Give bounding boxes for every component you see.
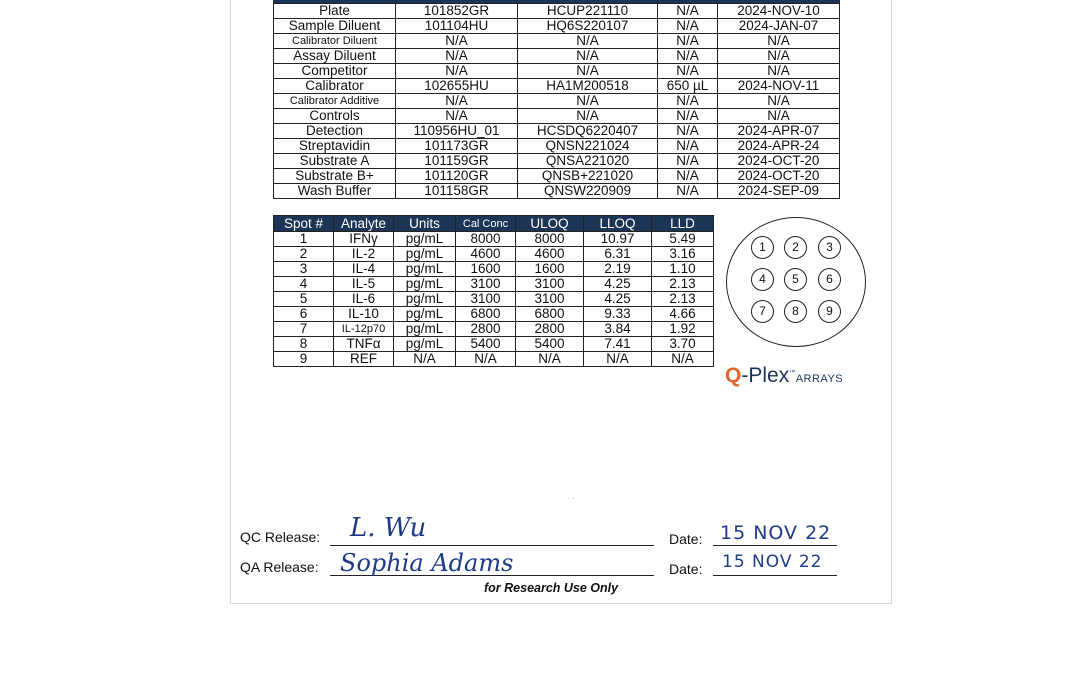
analyte-uloq: 6800	[516, 307, 584, 322]
qc-release-label: QC Release:	[240, 529, 321, 545]
reagent-name: Streptavidin	[274, 139, 396, 154]
analyte-units: pg/mL	[394, 307, 456, 322]
analyte-cal: 6800	[456, 307, 516, 322]
analyte-lloq: 4.25	[584, 292, 652, 307]
reagent-row	[274, 184, 840, 199]
analyte-uloq: 8000	[516, 232, 584, 247]
qc-date-label: Date:	[669, 531, 703, 547]
reagent-lot: N/A	[518, 64, 658, 79]
analyte-cal: 5400	[456, 337, 516, 352]
reagent-name: Calibrator	[274, 79, 396, 94]
reagent-name: Plate	[274, 4, 396, 19]
analyte-lloq: 9.33	[584, 307, 652, 322]
reagent-row	[274, 109, 840, 124]
analyte-lld: N/A	[652, 352, 714, 367]
reagent-lot: HCUP221110	[518, 4, 658, 19]
reagent-exp: 2024-JAN-07	[718, 19, 840, 34]
analyte-analyte: IL-4	[334, 262, 394, 277]
analyte-spot: 1	[274, 232, 334, 247]
reagent-name: Calibrator Diluent	[274, 34, 396, 49]
reagent-exp: N/A	[718, 94, 840, 109]
reagent-exp: N/A	[718, 34, 840, 49]
qplex-logo: Q-Plex™ARRAYS	[725, 364, 844, 387]
reagent-row	[274, 19, 840, 34]
header-spot: Spot #	[274, 216, 334, 232]
analyte-units: pg/mL	[394, 232, 456, 247]
analyte-lloq: 2.19	[584, 262, 652, 277]
reagent-row	[274, 79, 840, 94]
array-spot: 5	[784, 268, 807, 291]
reagent-lot: N/A	[518, 34, 658, 49]
reagent-lot: QNSN221024	[518, 139, 658, 154]
analyte-row	[274, 262, 714, 277]
reagent-row	[274, 154, 840, 169]
analyte-units: pg/mL	[394, 337, 456, 352]
reagent-exp: 2024-NOV-10	[718, 4, 840, 19]
reagent-lot: HQ6S220107	[518, 19, 658, 34]
reagent-row	[274, 94, 840, 109]
reagent-part: N/A	[396, 109, 518, 124]
analyte-lloq: 4.25	[584, 277, 652, 292]
reagent-volume: N/A	[658, 139, 718, 154]
analyte-row	[274, 232, 714, 247]
qa-date: 15 NOV 22	[722, 552, 823, 572]
analyte-analyte: IL-6	[334, 292, 394, 307]
analyte-row	[274, 337, 714, 352]
analyte-row	[274, 307, 714, 322]
reagent-volume: N/A	[658, 49, 718, 64]
analyte-units: pg/mL	[394, 247, 456, 262]
analyte-analyte: IL-2	[334, 247, 394, 262]
array-spot: 4	[751, 268, 774, 291]
reagent-part: 101173GR	[396, 139, 518, 154]
analyte-lloq: 6.31	[584, 247, 652, 262]
reagent-exp: 2024-OCT-20	[718, 154, 840, 169]
reagent-volume: N/A	[658, 34, 718, 49]
header-uloq: ULOQ	[516, 216, 584, 232]
analyte-cal: 8000	[456, 232, 516, 247]
reagent-part: 101158GR	[396, 184, 518, 199]
reagent-name: Sample Diluent	[274, 19, 396, 34]
analyte-units: pg/mL	[394, 277, 456, 292]
header-units: Units	[394, 216, 456, 232]
analyte-cal: 3100	[456, 277, 516, 292]
reagent-volume: 650 µL	[658, 79, 718, 94]
reagent-part: 101120GR	[396, 169, 518, 184]
analyte-analyte: IL-12p70	[334, 322, 394, 337]
analyte-analyte: TNFα	[334, 337, 394, 352]
scan-speck: ˙ ˙	[567, 497, 576, 507]
reagent-name: Assay Diluent	[274, 49, 396, 64]
header-lloq: LLOQ	[584, 216, 652, 232]
header-cal-conc: Cal Conc	[456, 216, 516, 232]
reagent-name: Competitor	[274, 64, 396, 79]
analyte-lld: 1.92	[652, 322, 714, 337]
reagent-name: Substrate A	[274, 154, 396, 169]
reagent-row	[274, 64, 840, 79]
array-spot: 2	[784, 236, 807, 259]
analyte-row	[274, 322, 714, 337]
reagent-volume: N/A	[658, 109, 718, 124]
analyte-lloq: 7.41	[584, 337, 652, 352]
analyte-units: pg/mL	[394, 292, 456, 307]
reagent-row	[274, 124, 840, 139]
reagent-volume: N/A	[658, 94, 718, 109]
analyte-units: pg/mL	[394, 322, 456, 337]
analyte-uloq: 3100	[516, 292, 584, 307]
qa-date-line	[713, 575, 837, 576]
analyte-lld: 2.13	[652, 292, 714, 307]
qc-date-line	[713, 545, 837, 546]
analyte-spot: 9	[274, 352, 334, 367]
analyte-uloq: 3100	[516, 277, 584, 292]
reagent-exp: N/A	[718, 49, 840, 64]
reagent-lot: HCSDQ6220407	[518, 124, 658, 139]
analyte-cal: 1600	[456, 262, 516, 277]
research-use-footer: for Research Use Only	[484, 581, 619, 595]
reagent-name: Controls	[274, 109, 396, 124]
reagent-part: 101159GR	[396, 154, 518, 169]
array-spot: 3	[818, 236, 841, 259]
analyte-lld: 1.10	[652, 262, 714, 277]
reagent-name: Calibrator Additive	[274, 94, 396, 109]
qc-signature-line	[330, 545, 654, 546]
array-spot: 8	[784, 300, 807, 323]
reagent-lot: N/A	[518, 94, 658, 109]
reagent-lot: N/A	[518, 109, 658, 124]
reagent-row	[274, 34, 840, 49]
analyte-lld: 3.16	[652, 247, 714, 262]
analyte-spot: 3	[274, 262, 334, 277]
qa-release-label: QA Release:	[240, 559, 319, 575]
reagent-part: 110956HU_01	[396, 124, 518, 139]
header-analyte: Analyte	[334, 216, 394, 232]
analyte-analyte: IL-5	[334, 277, 394, 292]
analyte-table	[273, 215, 714, 367]
reagent-exp: N/A	[718, 64, 840, 79]
reagent-name: Detection	[274, 124, 396, 139]
analyte-spot: 6	[274, 307, 334, 322]
reagent-row	[274, 169, 840, 184]
analyte-lloq: N/A	[584, 352, 652, 367]
analyte-uloq: 1600	[516, 262, 584, 277]
reagent-part: N/A	[396, 64, 518, 79]
analyte-uloq: 4600	[516, 247, 584, 262]
reagent-lot: QNSA221020	[518, 154, 658, 169]
reagent-table	[273, 0, 840, 199]
analyte-cal: 3100	[456, 292, 516, 307]
analyte-units: N/A	[394, 352, 456, 367]
array-spot: 6	[818, 268, 841, 291]
analyte-cal: N/A	[456, 352, 516, 367]
reagent-volume: N/A	[658, 184, 718, 199]
array-spot-map	[726, 217, 866, 347]
qc-date: 15 NOV 22	[720, 522, 832, 544]
reagent-row	[274, 49, 840, 64]
analyte-uloq: 5400	[516, 337, 584, 352]
analyte-analyte: IFNγ	[334, 232, 394, 247]
reagent-part: 101104HU	[396, 19, 518, 34]
reagent-volume: N/A	[658, 154, 718, 169]
reagent-name: Substrate B+	[274, 169, 396, 184]
analyte-row	[274, 352, 714, 367]
reagent-name: Wash Buffer	[274, 184, 396, 199]
reagent-part: N/A	[396, 34, 518, 49]
reagent-volume: N/A	[658, 4, 718, 19]
analyte-analyte: IL-10	[334, 307, 394, 322]
analyte-row	[274, 277, 714, 292]
analyte-row	[274, 247, 714, 262]
reagent-lot: N/A	[518, 49, 658, 64]
reagent-exp: 2024-OCT-20	[718, 169, 840, 184]
reagent-exp: 2024-NOV-11	[718, 79, 840, 94]
reagent-exp: N/A	[718, 109, 840, 124]
array-spot: 7	[751, 300, 774, 323]
array-spot: 9	[818, 300, 841, 323]
reagent-part: N/A	[396, 94, 518, 109]
reagent-row	[274, 139, 840, 154]
reagent-volume: N/A	[658, 64, 718, 79]
analyte-lloq: 3.84	[584, 322, 652, 337]
array-spot: 1	[751, 236, 774, 259]
reagent-part: N/A	[396, 49, 518, 64]
analyte-row	[274, 292, 714, 307]
analyte-lloq: 10.97	[584, 232, 652, 247]
reagent-part: 101852GR	[396, 4, 518, 19]
reagent-volume: N/A	[658, 19, 718, 34]
analyte-spot: 7	[274, 322, 334, 337]
reagent-lot: QNSB+221020	[518, 169, 658, 184]
reagent-lot: QNSW220909	[518, 184, 658, 199]
analyte-cal: 2800	[456, 322, 516, 337]
analyte-lld: 2.13	[652, 277, 714, 292]
analyte-spot: 5	[274, 292, 334, 307]
reagent-volume: N/A	[658, 169, 718, 184]
qa-date-label: Date:	[669, 561, 703, 577]
analyte-uloq: 2800	[516, 322, 584, 337]
analyte-units: pg/mL	[394, 262, 456, 277]
reagent-part: 102655HU	[396, 79, 518, 94]
analyte-spot: 8	[274, 337, 334, 352]
qa-signature: Sophia Adams	[340, 549, 514, 577]
analyte-lld: 3.70	[652, 337, 714, 352]
analyte-spot: 2	[274, 247, 334, 262]
reagent-lot: HA1M200518	[518, 79, 658, 94]
header-lld: LLD	[652, 216, 714, 232]
analyte-lld: 5.49	[652, 232, 714, 247]
reagent-exp: 2024-APR-24	[718, 139, 840, 154]
analyte-uloq: N/A	[516, 352, 584, 367]
reagent-exp: 2024-SEP-09	[718, 184, 840, 199]
qc-signature: L. Wu	[350, 513, 427, 543]
reagent-exp: 2024-APR-07	[718, 124, 840, 139]
reagent-row	[274, 4, 840, 19]
analyte-spot: 4	[274, 277, 334, 292]
reagent-volume: N/A	[658, 124, 718, 139]
analyte-cal: 4600	[456, 247, 516, 262]
analyte-analyte: REF	[334, 352, 394, 367]
analyte-lld: 4.66	[652, 307, 714, 322]
